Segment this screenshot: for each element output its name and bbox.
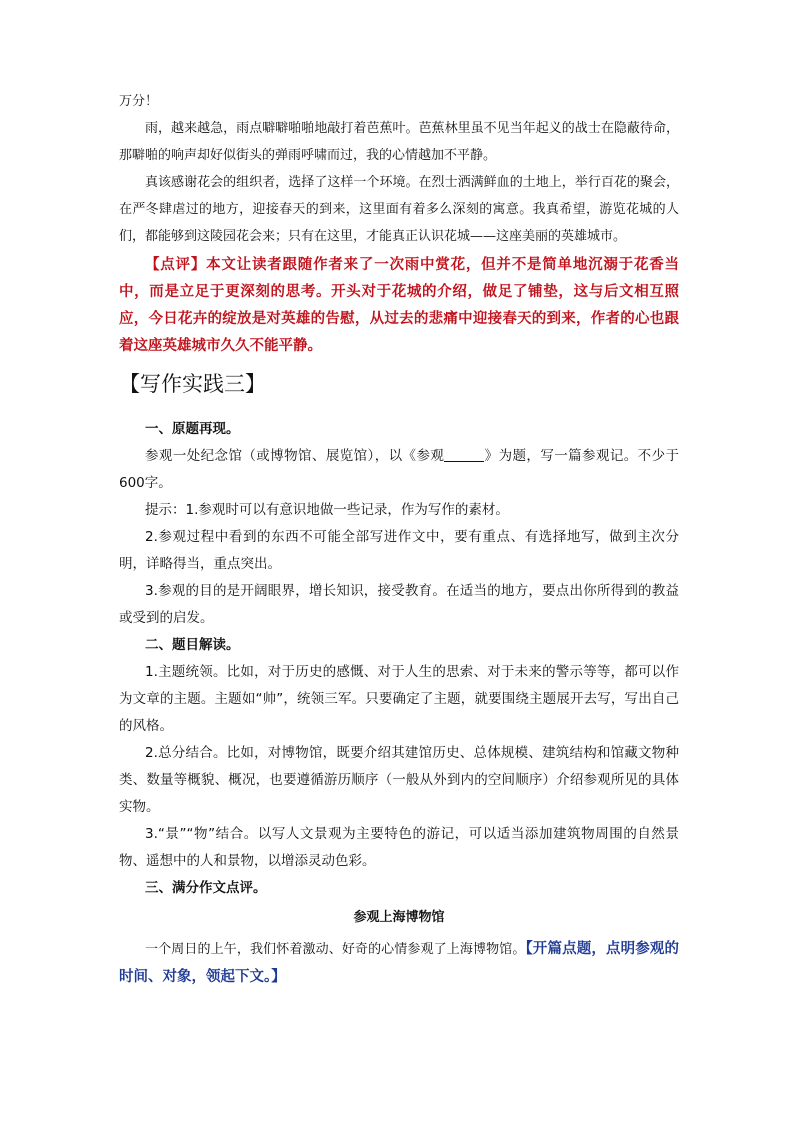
interpretation-1: 1.主题统领。比如，对于历史的感慨、对于人生的思索、对于未来的警示等等，都可以作为文章的主题。主题如“帅”，统领三军。只要确定了主题，就要围绕主题展开去写，写出自己的风格。 [119, 664, 679, 734]
essay-title: 参观上海博物馆 [353, 910, 445, 925]
essay-opening-note: 【开篇点题，点明参观的时间、对象，领起下文。】 [119, 940, 679, 985]
essay-paragraph-rain: 雨，越来越急，雨点噼噼啪啪地敲打着芭蕉叶。芭蕉林里虽不见当年起义的战士在隐蔽待命，那噼啪的响声却好似街头的弹雨呼啸而过，我的心情越加不平静。 [119, 121, 679, 163]
tip-2: 2.参观过程中看到的东西不可能全部写进作文中，要有重点、有选择地写，做到主次分明，详略得当，重点突出。 [119, 529, 679, 572]
section-title: 【写作实践三】 [119, 372, 266, 396]
heading-original-question: 一、原题再现。 [145, 421, 240, 437]
document-page [119, 88, 679, 991]
essay-opening-text: 一个周日的上午，我们怀着激动、好奇的心情参观了上海博物馆。 [145, 942, 526, 957]
prompt-text [119, 443, 679, 497]
heading-model-essay: 三、满分作文点评。 [145, 880, 267, 896]
essay-fragment-line: 万分！ [119, 94, 159, 109]
tip-3: 3.参观的目的是开阔眼界，增长知识，接受教育。在适当的地方，要点出你所得到的教益或受到的启发。 [119, 583, 679, 626]
interpretation-2: 2.总分结合。比如，对博物馆，既要介绍其建馆历史、总体规模、建筑结构和馆藏文物种类、数量等概貌、概况，也要遵循游历顺序（一般从外到内的空间顺序）介绍参观所见的具体实物。 [119, 745, 679, 815]
essay-opening [119, 935, 679, 991]
interpretation-3: 3.“景”“物”结合。以写人文景观为主要特色的游记，可以适当添加建筑物周围的自然景物、遥想中的人和景物，以增添灵动色彩。 [119, 826, 679, 869]
heading-interpretation: 二、题目解读。 [145, 637, 240, 653]
prompt-text-b: 》为题，写一篇参观记。不少于600字。 [119, 448, 680, 491]
title-blank [444, 447, 484, 462]
essay-comment: 【点评】本文让读者跟随作者来了一次雨中赏花，但并不是简单地沉溺于花香当中，而是立足于更深刻的思考。开头对于花城的介绍，做足了铺垫，这与后文相互照应，今日花卉的绽放是对英雄的告慰，从过去的悲痛中迎接春天的到来，作者的心也跟着这座英雄城市久久不能平静。 [119, 257, 679, 354]
tip-1: 提示：1.参观时可以有意识地做一些记录，作为写作的素材。 [145, 502, 509, 518]
essay-paragraph-thanks: 真该感谢花会的组织者，选择了这样一个环境。在烈士洒满鲜血的土地上，举行百花的聚会，在严冬肆虐过的地方，迎接春天的到来，这里面有着多么深刻的寓意。我真希望，游览花城的人们，都能够到这陵园花会来；只有在这里，才能真正认识花城——这座美丽的英雄城市。 [119, 175, 679, 244]
prompt-text-a: 参观一处纪念馆（或博物馆、展览馆），以《参观 [145, 448, 445, 464]
